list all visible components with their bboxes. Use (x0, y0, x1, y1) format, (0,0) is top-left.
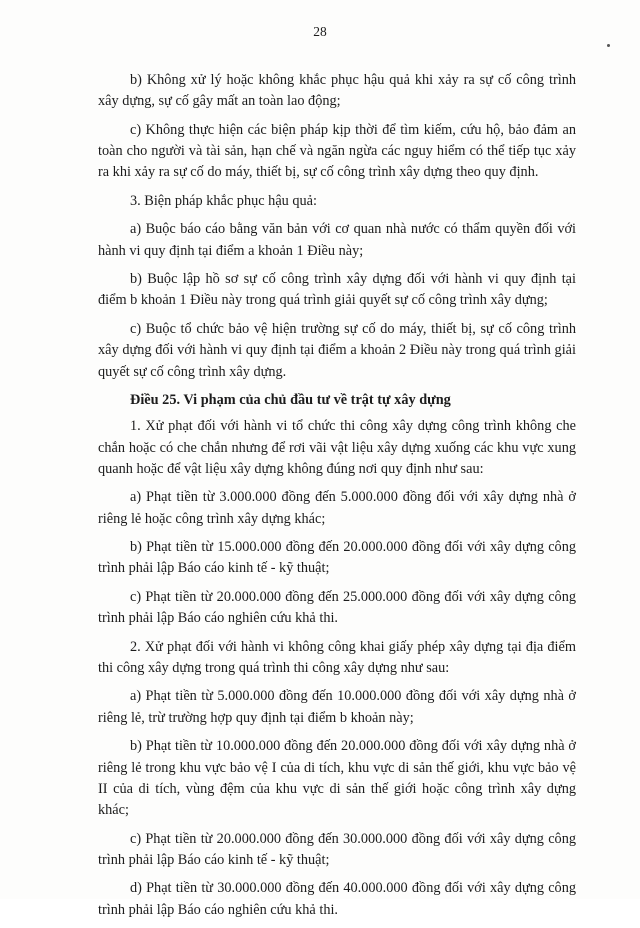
paragraph-3b: b) Buộc lập hồ sơ sự cố công trình xây dựng đối với hành vi quy định tại điểm b khoản 1 Điều này trong quá trình giải quyết sự cố công trình xây dựng; (98, 271, 576, 309)
page-number: 28 (313, 24, 327, 39)
article-25-clause-1c: c) Phạt tiền từ 20.000.000 đồng đến 25.000.000 đồng đối với xây dựng công trình phải lập Báo cáo nghiên cứu khả thi. (98, 588, 576, 627)
paragraph-3a: a) Buộc báo cáo bằng văn bản với cơ quan nhà nước có thẩm quyền đối với hành vi quy định tại điểm a khoản 1 Điều này; (98, 221, 576, 259)
paragraph-1b: b) Không xử lý hoặc không khắc phục hậu quả khi xảy ra sự cố công trình xây dựng, sự cố gây mất an toàn lao động; (98, 72, 576, 110)
article-25-clause-1a: a) Phạt tiền từ 3.000.000 đồng đến 5.000.000 đồng đối với xây dựng nhà ở riêng lẻ hoặc công trình xây dựng khác; (98, 489, 576, 527)
article-25-clause-2c: c) Phạt tiền từ 20.000.000 đồng đến 30.000.000 đồng đối với xây dựng công trình phải lập Báo cáo kinh tế - kỹ thuật; (98, 830, 576, 868)
article-25-clause-1b: b) Phạt tiền từ 15.000.000 đồng đến 20.000.000 đồng đối với xây dựng công trình phải lập Báo cáo kinh tế - kỹ thuật; (98, 539, 576, 577)
paragraph-1c: c) Không thực hiện các biện pháp kịp thời để tìm kiếm, cứu hộ, bảo đảm an toàn cho người và tài sản, hạn chế và ngăn ngừa các nguy hiểm có thể tiếp tục xảy ra khi xảy ra sự cố do máy, thiết bị, sự cố công trình xây dựng theo quy định. (98, 121, 576, 181)
document-body (98, 70, 576, 928)
paragraph-3c: c) Buộc tổ chức bảo vệ hiện trường sự cố do máy, thiết bị, sự cố công trình xây dựng đối với hành vi quy định tại điểm a khoản 2 Điều này trong quá trình giải quyết sự cố công trình xây dựng. (98, 320, 576, 380)
article-25-heading: Điều 25. Vi phạm của chủ đầu tư về trật tự xây dựng (130, 391, 451, 408)
article-25-clause-2: 2. Xử phạt đối với hành vi không công khai giấy phép xây dựng tại địa điểm thi công xây dựng trong quá trình thi công xây dựng như sau: (98, 638, 576, 676)
paragraph-3-remedies: 3. Biện pháp khắc phục hậu quả: (130, 192, 317, 209)
article-25-clause-2a: a) Phạt tiền từ 5.000.000 đồng đến 10.000.000 đồng đối với xây dựng nhà ở riêng lẻ, trừ trường hợp quy định tại điểm b khoản này; (98, 688, 576, 726)
scan-dot-mark (607, 44, 610, 47)
article-25-clause-2d: d) Phạt tiền từ 30.000.000 đồng đến 40.000.000 đồng đối với xây dựng công trình phải lập Báo cáo nghiên cứu khả thi. (98, 880, 576, 918)
article-25-clause-2b: b) Phạt tiền từ 10.000.000 đồng đến 20.000.000 đồng đối với xây dựng nhà ở riêng lẻ trong khu vực bảo vệ I của di tích, khu vực di sản thế giới, khu vực bảo vệ II của di tích, vùng đệm của khu vực di sản thế giới hoặc công trình xây dựng khác; (98, 738, 576, 819)
article-25-clause-1: 1. Xử phạt đối với hành vi tổ chức thi công xây dựng công trình không che chắn hoặc có che chắn nhưng để rơi vãi vật liệu xây dựng xuống các khu vực xung quanh hoặc để vật liệu xây dựng không đúng nơi quy định như sau: (98, 418, 576, 477)
